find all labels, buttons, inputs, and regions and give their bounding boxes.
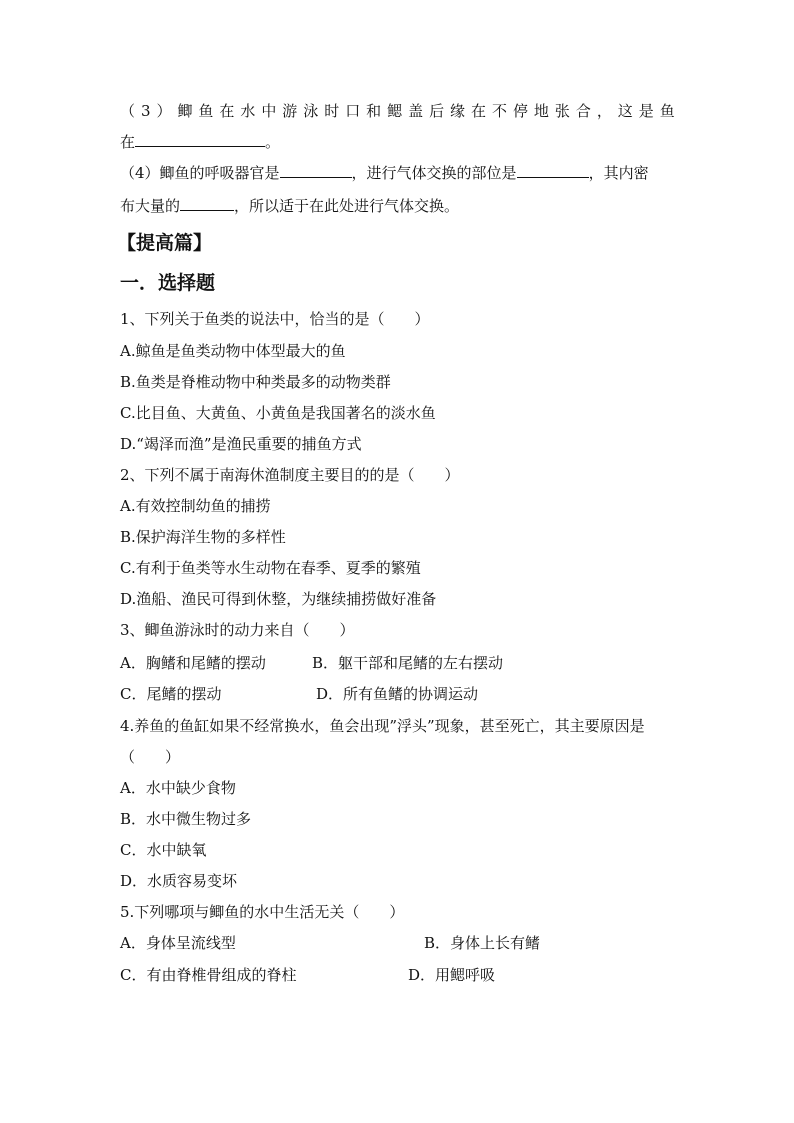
q3-char: 时 bbox=[324, 102, 340, 120]
q3-char: 鳃 bbox=[387, 102, 403, 120]
question-4-option-b[interactable]: B．水中微生物过多 bbox=[120, 810, 252, 828]
question-1-stem: 1、下列关于鱼类的说法中，恰当的是（ ） bbox=[120, 310, 430, 328]
question-4-stem-continued: （ ） bbox=[120, 748, 181, 766]
question-3-option-b[interactable]: B．躯干部和尾鳍的左右摆动 bbox=[312, 654, 504, 672]
question-5-option-d[interactable]: D．用鳃呼吸 bbox=[408, 966, 496, 984]
q3-char: 中 bbox=[261, 102, 277, 120]
q3-char: 缘 bbox=[450, 102, 466, 120]
q3-char: 停 bbox=[512, 102, 528, 120]
question-1-option-c[interactable]: C.比目鱼、大黄鱼、小黄鱼是我国著名的淡水鱼 bbox=[120, 404, 436, 422]
q3-char: 3 bbox=[140, 102, 151, 120]
question-3-stem: 3、鲫鱼游泳时的动力来自（ ） bbox=[120, 621, 355, 639]
question-4-option-d[interactable]: D．水质容易变坏 bbox=[120, 872, 238, 890]
q3-char: 地 bbox=[533, 102, 549, 120]
question-3-option-c[interactable]: C．尾鳍的摆动 bbox=[120, 685, 222, 703]
q3-char: 不 bbox=[491, 102, 507, 120]
q3-char: 和 bbox=[366, 102, 382, 120]
question-3-option-a[interactable]: A．胸鳍和尾鳍的摆动 bbox=[120, 654, 266, 672]
q3-char: 鲫 bbox=[177, 102, 193, 120]
q3-char: 盖 bbox=[408, 102, 424, 120]
q3-suffix: 。 bbox=[265, 133, 281, 151]
q3-char: 鱼 bbox=[659, 102, 675, 120]
q3-char: 是 bbox=[638, 102, 654, 120]
q3-line-1 bbox=[120, 101, 675, 121]
q3-char: 游 bbox=[282, 102, 298, 120]
q3-char: 张 bbox=[554, 102, 570, 120]
question-3-option-d[interactable]: D．所有鱼鳍的协调运动 bbox=[316, 685, 479, 703]
q3-char: 这 bbox=[617, 102, 633, 120]
question-5-option-a[interactable]: A．身体呈流线型 bbox=[120, 934, 236, 952]
q3-char: ） bbox=[156, 102, 172, 120]
q3-char: 后 bbox=[429, 102, 445, 120]
question-5-option-b[interactable]: B．身体上长有鳍 bbox=[424, 934, 541, 952]
q4-text-e: ，所以适于在此处进行气体交换。 bbox=[234, 197, 460, 215]
q4-line-1 bbox=[120, 163, 649, 183]
q3-char: 口 bbox=[345, 102, 361, 120]
question-2-option-a[interactable]: A.有效控制幼鱼的捕捞 bbox=[120, 497, 271, 515]
question-2-stem: 2、下列不属于南海休渔制度主要目的的是（ ） bbox=[120, 466, 460, 484]
q3-char: 水 bbox=[240, 102, 256, 120]
question-4-option-a[interactable]: A．水中缺少食物 bbox=[120, 779, 236, 797]
q3-char: 在 bbox=[471, 102, 487, 120]
answer-blank[interactable] bbox=[135, 132, 265, 147]
question-4-stem: 4.养鱼的鱼缸如果不经常换水，鱼会出现”浮头”现象，甚至死亡，其主要原因是 bbox=[120, 717, 645, 735]
question-2-option-b[interactable]: B.保护海洋生物的多样性 bbox=[120, 528, 286, 546]
question-4-option-c[interactable]: C．水中缺氧 bbox=[120, 841, 207, 859]
question-2-option-c[interactable]: C.有利于鱼类等水生动物在春季、夏季的繁殖 bbox=[120, 559, 421, 577]
q3-char: 在 bbox=[219, 102, 235, 120]
q3-prefix: 在 bbox=[120, 133, 136, 151]
answer-blank[interactable] bbox=[180, 196, 234, 211]
section-title: 【提高篇】 bbox=[117, 232, 213, 254]
q4-text-b: ，进行气体交换的部位是 bbox=[351, 164, 517, 182]
q4-text-a: （4）鲫鱼的呼吸器官是 bbox=[120, 164, 280, 182]
q3-char: 鱼 bbox=[198, 102, 214, 120]
question-2-option-d[interactable]: D.渔船、渔民可得到休整，为继续捕捞做好准备 bbox=[120, 590, 437, 608]
q3-char: ， bbox=[596, 102, 612, 120]
q3-char: 泳 bbox=[303, 102, 319, 120]
q3-char: 合 bbox=[575, 102, 591, 120]
answer-blank[interactable] bbox=[517, 163, 589, 178]
q3-char: （ bbox=[120, 102, 136, 120]
q4-text-d: 布大量的 bbox=[120, 197, 181, 215]
question-5-option-c[interactable]: C．有由脊椎骨组成的脊柱 bbox=[120, 966, 297, 984]
question-5-stem: 5.下列哪项与鲫鱼的水中生活无关（ ） bbox=[120, 903, 405, 921]
answer-blank[interactable] bbox=[280, 163, 352, 178]
question-1-option-a[interactable]: A.鲸鱼是鱼类动物中体型最大的鱼 bbox=[120, 342, 346, 360]
q4-line-2 bbox=[120, 196, 459, 216]
question-1-option-d[interactable]: D.“竭泽而渔”是渔民重要的捕鱼方式 bbox=[120, 435, 362, 453]
subsection-title: 一．选择题 bbox=[120, 272, 216, 294]
question-1-option-b[interactable]: B.鱼类是脊椎动物中种类最多的动物类群 bbox=[120, 373, 391, 391]
q3-line-2 bbox=[120, 132, 280, 152]
q4-text-c: ，其内密 bbox=[588, 164, 649, 182]
